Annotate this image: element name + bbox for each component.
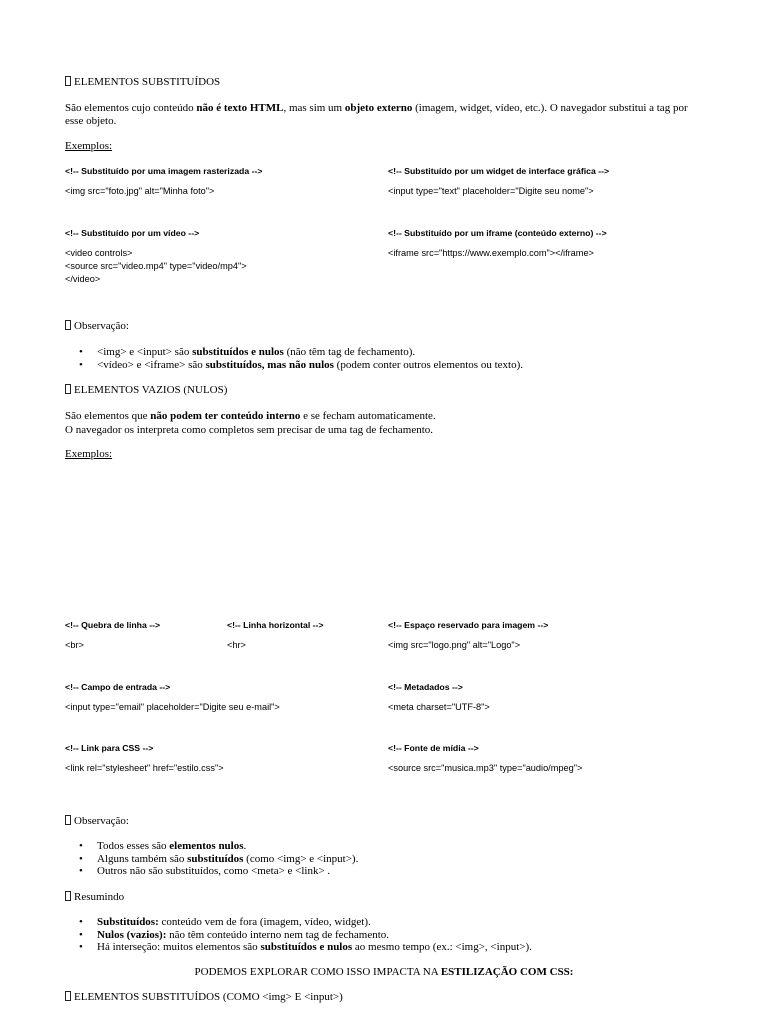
paragraph-text: esse objeto. — [65, 115, 117, 127]
code-comment: <!-- Metadados --> — [388, 682, 463, 692]
list-bold-text: substituídos e nulos — [192, 346, 284, 358]
list-item — [65, 853, 358, 866]
paragraph-line — [65, 409, 436, 423]
example-block — [388, 620, 548, 652]
bullet-icon — [79, 941, 83, 954]
heading-text: ELEMENTOS VAZIOS (NULOS) — [74, 384, 228, 396]
code-comment: <!-- Link para CSS --> — [65, 743, 154, 753]
paragraph-line — [65, 102, 688, 115]
example-block — [65, 166, 262, 198]
list-item — [65, 916, 532, 929]
bullet-icon — [79, 929, 83, 942]
paragraph-text: O navegador os interpreta como completos sem precisar de uma tag de fechamento. — [65, 424, 434, 436]
code-line: <input type="email" placeholder="Digite seu e-mail"> — [65, 702, 280, 712]
list-text: conteúdo vem de fora (imagem, vídeo, widget). — [158, 916, 371, 928]
paragraph-bold-text: não é texto HTML — [196, 102, 284, 114]
missing-glyph-icon — [65, 991, 71, 1001]
list-text: <img> e <input> são — [97, 346, 193, 358]
missing-glyph-icon — [65, 320, 71, 330]
paragraph-text: e se fecham automaticamente. — [300, 410, 436, 422]
code-comment: <!-- Campo de entrada --> — [65, 682, 171, 692]
list-bold-text: Nulos (vazios): — [97, 928, 167, 941]
list-item — [65, 929, 532, 942]
code-line: <meta charset="UTF-8"> — [388, 702, 490, 712]
code-comment: <!-- Espaço reservado para imagem --> — [388, 620, 549, 630]
code-line: <img src="foto.jpg" alt="Minha foto"> — [65, 186, 215, 196]
code-line: <img src="logo.png" alt="Logo"> — [388, 640, 521, 650]
code-comment: <!-- Linha horizontal --> — [227, 620, 324, 630]
paragraph-bold-text: não podem ter conteúdo interno — [150, 410, 301, 422]
note-heading — [65, 815, 129, 828]
bullet-icon — [79, 346, 83, 359]
list-text: (não têm tag de fechamento). — [283, 346, 416, 358]
section-heading-empty — [65, 384, 227, 397]
css-callout — [0, 966, 768, 979]
bullet-icon — [79, 916, 83, 929]
list-text: <vídeo> e <iframe> são — [97, 359, 206, 371]
replaced-notes-list — [65, 346, 523, 372]
list-text: ao mesmo tempo (ex.: <img>, <input>). — [352, 941, 532, 953]
section-heading-next — [65, 991, 343, 1004]
list-item — [65, 346, 523, 359]
callout-bold-text: ESTILIZAÇÃO COM CSS: — [440, 966, 574, 978]
note-heading-text: Observação: — [74, 320, 129, 332]
missing-glyph-icon — [65, 384, 71, 394]
list-bold-text: Substituídos: — [97, 916, 159, 928]
heading-text: ELEMENTOS SUBSTITUÍDOS — [74, 76, 221, 88]
empty-intro-paragraph — [65, 409, 436, 437]
paragraph-line — [65, 115, 688, 128]
note-heading-text: Observação: — [74, 815, 129, 827]
code-line: <source src="video.mp4" type="video/mp4"> — [65, 261, 247, 271]
missing-glyph-icon — [65, 815, 71, 825]
list-text: Há interseção: muitos elementos são — [97, 941, 261, 953]
list-text: (como <img> e <input>). — [243, 852, 359, 865]
list-bold-text: substituídos, mas não nulos — [205, 359, 334, 371]
code-comment: <!-- Fonte de mídia --> — [388, 743, 479, 753]
examples-label: Exemplos: — [65, 140, 113, 152]
bullet-icon — [79, 840, 83, 853]
code-line: <iframe src="https://www.exemplo.com"></iframe> — [388, 248, 594, 258]
code-comment: <!-- Substituído por um widget de interface gráfica --> — [388, 166, 610, 176]
paragraph-text: São elementos cujo conteúdo — [65, 102, 197, 114]
code-line: <video controls> — [65, 248, 133, 258]
list-item — [65, 941, 532, 954]
code-line: <br> — [65, 640, 84, 650]
bullet-icon — [79, 853, 83, 866]
list-text: Alguns também são — [97, 852, 188, 865]
callout-text: PODEMOS EXPLORAR COMO ISSO IMPACTA NA — [194, 966, 441, 978]
code-line: <source src="musica.mp3" type="audio/mpeg"> — [388, 763, 583, 773]
example-block — [388, 166, 609, 198]
heading-text: ELEMENTOS SUBSTITUÍDOS (COMO <img> E <input>) — [74, 991, 343, 1003]
paragraph-text: São elementos que — [65, 410, 151, 422]
code-comment: <!-- Substituído por um iframe (conteúdo externo) --> — [388, 228, 607, 238]
empty-notes-list — [65, 840, 358, 878]
paragraph-line — [65, 423, 436, 437]
example-block — [65, 743, 224, 775]
list-text: não têm conteúdo interno nem tag de fechamento. — [166, 928, 390, 941]
example-block — [388, 682, 490, 714]
list-bold-text: substituídos — [187, 852, 244, 865]
paragraph-bold-text: objeto externo — [344, 102, 413, 114]
code-line: <hr> — [227, 640, 246, 650]
code-line: </video> — [65, 274, 101, 284]
summary-list — [65, 916, 532, 954]
example-block — [227, 620, 324, 652]
example-block — [388, 743, 582, 775]
paragraph-text: , mas sim um — [283, 102, 345, 114]
list-item — [65, 865, 358, 878]
example-block — [65, 228, 247, 286]
examples-label: Exemplos: — [65, 448, 113, 460]
code-comment: <!-- Substituído por uma imagem rasterizada --> — [65, 166, 263, 176]
list-text: Todos esses são — [97, 840, 170, 852]
bullet-icon — [79, 359, 83, 372]
example-block — [65, 620, 160, 652]
example-block — [65, 682, 280, 714]
list-item — [65, 359, 523, 372]
example-block — [388, 228, 607, 260]
code-comment: <!-- Substituído por um vídeo --> — [65, 228, 200, 238]
replaced-intro-paragraph — [65, 102, 688, 128]
code-comment: <!-- Quebra de linha --> — [65, 620, 161, 630]
section-heading-replaced — [65, 76, 220, 89]
list-text: Outros não são substituídos, como <meta> e <link> . — [97, 865, 331, 877]
code-line: <link rel="stylesheet" href="estilo.css"> — [65, 763, 224, 773]
list-item — [65, 840, 358, 853]
missing-glyph-icon — [65, 76, 71, 86]
bullet-icon — [79, 865, 83, 878]
list-bold-text: substituídos e nulos — [260, 941, 353, 953]
list-text: . — [243, 840, 247, 852]
paragraph-text: (imagem, widget, vídeo, etc.). O navegador substitui a tag por — [412, 102, 688, 114]
summary-heading — [65, 891, 124, 904]
summary-heading-text: Resumindo — [74, 891, 125, 903]
list-bold-text: elementos nulos — [169, 840, 244, 852]
list-text: (podem conter outros elementos ou texto). — [333, 359, 523, 371]
missing-glyph-icon — [65, 891, 71, 901]
note-heading — [65, 320, 129, 333]
code-line: <input type="text" placeholder="Digite seu nome"> — [388, 186, 594, 196]
